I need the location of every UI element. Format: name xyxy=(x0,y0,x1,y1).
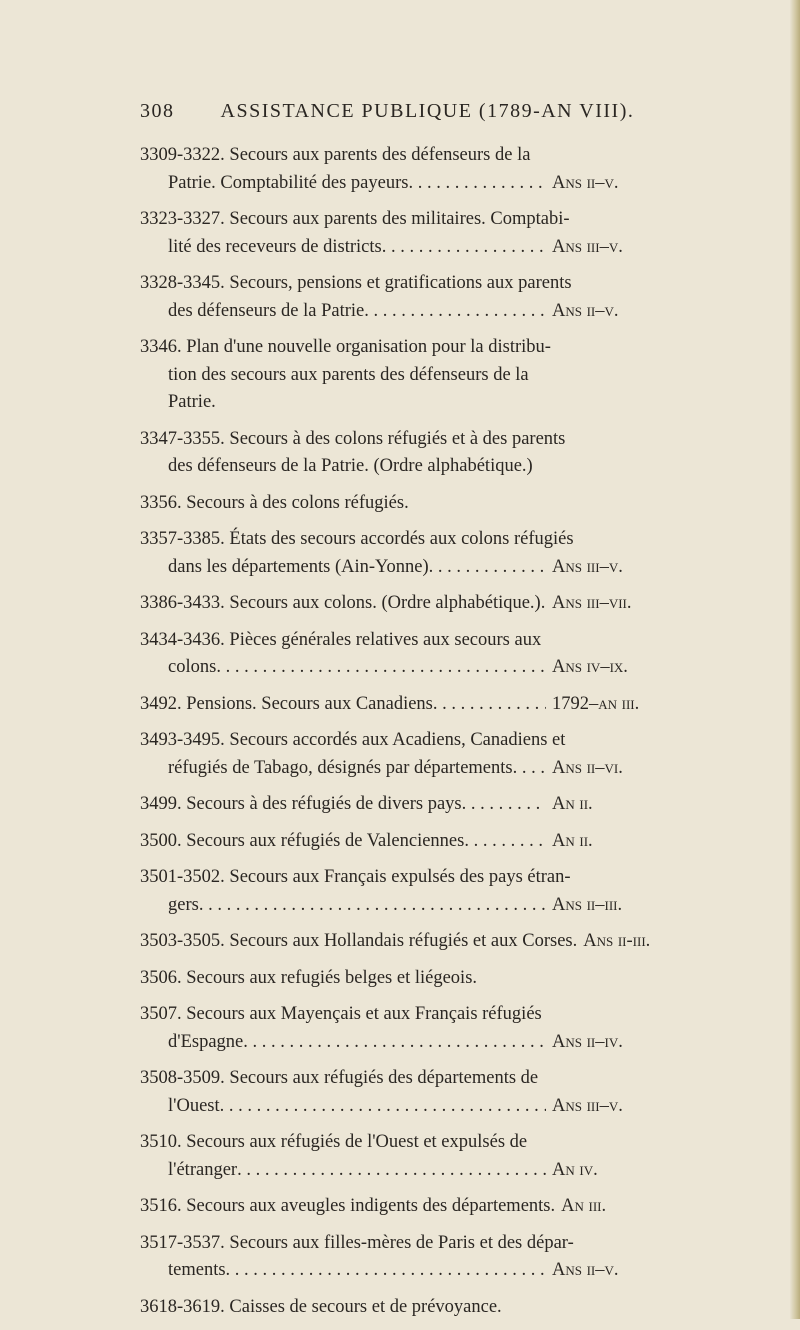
entry-date: 1792–an iii. xyxy=(552,693,640,714)
entry-line xyxy=(140,1065,670,1093)
entry-item xyxy=(140,627,670,682)
entry-text: 3517-3537. Secours aux filles-mères de Paris et des dépar- xyxy=(140,1232,574,1253)
entry-text: colons xyxy=(168,657,217,677)
leader-dots xyxy=(408,170,546,198)
entry-line xyxy=(140,864,670,892)
entry-text: 3357-3385. États des secours accordés aux colons réfugiés xyxy=(140,529,574,549)
running-title: ASSISTANCE PUBLIQUE (1789-AN VIII). xyxy=(220,100,635,122)
entry-line xyxy=(140,691,670,719)
leader-dots xyxy=(199,892,546,920)
entry-line xyxy=(140,654,670,682)
entry-date: Ans ii–v. xyxy=(552,300,619,321)
entry-date: An ii. xyxy=(552,794,593,814)
entry-item xyxy=(140,691,670,719)
entry-text: Patrie. xyxy=(168,392,216,412)
entry-line xyxy=(140,389,670,417)
leader-dots xyxy=(462,791,546,819)
entry-line xyxy=(140,554,670,582)
entry-date: Ans iv–ix. xyxy=(552,657,628,677)
entry-text: 3346. Plan d'une nouvelle organisation pour la distribu- xyxy=(140,337,551,357)
entry-date: Ans ii–iv. xyxy=(552,1031,623,1052)
entry-item xyxy=(140,1193,670,1221)
entry-item xyxy=(140,727,670,782)
entry-list xyxy=(140,142,670,1330)
leader-dots xyxy=(226,1257,546,1285)
entry-item xyxy=(140,142,670,197)
page-number: 308 xyxy=(140,100,175,122)
entry-line xyxy=(140,1001,670,1029)
leader-dots xyxy=(429,554,546,582)
leader-dots xyxy=(364,298,546,326)
entry-text: tements xyxy=(168,1260,226,1280)
entry-text: 3434-3436. Pièces générales relatives aux secours aux xyxy=(140,629,542,650)
entry-line xyxy=(140,426,670,454)
entry-text: 3386-3433. Secours aux colons. (Ordre alphabétique.) xyxy=(140,593,541,613)
entry-line xyxy=(140,1257,670,1285)
entry-line xyxy=(140,892,670,920)
entry-item xyxy=(140,1065,670,1120)
entry-item xyxy=(140,828,670,856)
entry-text: 3503-3505. Secours aux Hollandais réfugiés et aux Corses. xyxy=(140,931,578,951)
entry-line xyxy=(140,627,670,655)
entry-text: des défenseurs de la Patrie xyxy=(168,300,365,321)
entry-date: Ans ii–vi. xyxy=(552,757,623,778)
entry-text: 3347-3355. Secours à des colons réfugiés et à des parents xyxy=(140,428,566,449)
entry-line xyxy=(140,590,670,618)
leader-dots xyxy=(237,1157,546,1185)
entry-text: 3508-3509. Secours aux réfugiés des départements de xyxy=(140,1068,539,1088)
entry-line xyxy=(140,928,670,956)
entry-line xyxy=(140,791,670,819)
entry-line xyxy=(140,490,670,518)
entry-item xyxy=(140,270,670,325)
entry-date: Ans iii–v. xyxy=(552,1095,623,1116)
entry-date: Ans ii–v. xyxy=(552,1260,619,1280)
leader-dots xyxy=(243,1029,546,1057)
entry-date: Ans ii–v. xyxy=(552,172,619,193)
entry-text: 3499. Secours à des réfugiés de divers pays xyxy=(140,794,462,814)
entry-line xyxy=(140,755,670,783)
leader-dots xyxy=(513,755,546,783)
entry-line xyxy=(140,965,670,993)
entry-item xyxy=(140,1129,670,1184)
entry-text: 3618-3619. Caisses de secours et de prévoyance. xyxy=(140,1296,502,1317)
entry-item xyxy=(140,206,670,261)
entry-item xyxy=(140,1294,670,1322)
entry-line xyxy=(140,334,670,362)
entry-date: Ans iii–vii. xyxy=(552,593,632,613)
leader-dots xyxy=(382,234,546,262)
entry-line xyxy=(140,1029,670,1057)
entry-date: An iii. xyxy=(561,1196,607,1216)
entry-line xyxy=(140,234,670,262)
entry-item xyxy=(140,791,670,819)
entry-text: d'Espagne xyxy=(168,1031,244,1052)
entry-text: l'Ouest xyxy=(168,1095,220,1116)
entry-line xyxy=(140,206,670,234)
entry-text: 3309-3322. Secours aux parents des défenseurs de la xyxy=(140,145,531,165)
entry-item xyxy=(140,526,670,581)
entry-item xyxy=(140,864,670,919)
entry-item xyxy=(140,1230,670,1285)
entry-text: 3516. Secours aux aveugles indigents des départements. xyxy=(140,1196,556,1216)
entry-line xyxy=(140,1230,670,1258)
entry-text: 3328-3345. Secours, pensions et gratifications aux parents xyxy=(140,273,572,293)
entry-item xyxy=(140,490,670,518)
entry-line xyxy=(140,1129,670,1157)
entry-text: 3500. Secours aux réfugiés de Valenciennes xyxy=(140,830,465,851)
entry-text: gers xyxy=(168,894,199,915)
entry-text: 3506. Secours aux refugiés belges et liégeois. xyxy=(140,967,478,988)
entry-line xyxy=(140,727,670,755)
entry-item xyxy=(140,928,670,956)
entry-date: Ans ii-iii. xyxy=(583,931,651,951)
entry-text: 3492. Pensions. Secours aux Canadiens xyxy=(140,693,433,714)
entry-text: 3507. Secours aux Mayençais et aux Français réfugiés xyxy=(140,1004,542,1024)
entry-text: 3356. Secours à des colons réfugiés. xyxy=(140,492,409,513)
entry-item xyxy=(140,334,670,417)
entry-text: tion des secours aux parents des défenseurs de la xyxy=(168,364,529,385)
leader-dots xyxy=(216,654,546,682)
entry-date: An iv. xyxy=(552,1159,598,1180)
entry-item xyxy=(140,426,670,481)
entry-text: 3501-3502. Secours aux Français expulsés des pays étran- xyxy=(140,867,571,887)
entry-date: Ans iii–v. xyxy=(552,556,623,577)
entry-text: 3493-3495. Secours accordés aux Acadiens, Canadiens et xyxy=(140,730,566,750)
entry-line xyxy=(140,1093,670,1121)
leader-dots xyxy=(464,828,546,856)
entry-line xyxy=(140,453,670,481)
leader-dots xyxy=(220,1093,546,1121)
entry-text: 3323-3327. Secours aux parents des militaires. Comptabi- xyxy=(140,209,570,229)
entry-text: des défenseurs de la Patrie. (Ordre alphabétique.) xyxy=(168,456,533,476)
entry-text: 3510. Secours aux réfugiés de l'Ouest et expulsés de xyxy=(140,1132,528,1152)
entry-date: Ans iii–v. xyxy=(552,236,623,257)
entry-item xyxy=(140,1001,670,1056)
entry-line xyxy=(140,362,670,390)
entry-line xyxy=(140,142,670,170)
entry-line xyxy=(140,1193,670,1221)
entry-text: Patrie. Comptabilité des payeurs xyxy=(168,172,409,193)
entry-date: An ii. xyxy=(552,830,593,851)
entry-line xyxy=(140,170,670,198)
entry-line xyxy=(140,1157,670,1185)
page-edge xyxy=(790,0,800,1319)
entry-line xyxy=(140,298,670,326)
entry-text: lité des receveurs de districts xyxy=(168,236,382,257)
entry-text: l'étranger xyxy=(168,1159,238,1180)
entry-text: dans les départements (Ain-Yonne) xyxy=(168,556,429,577)
entry-line xyxy=(140,270,670,298)
entry-item xyxy=(140,590,670,618)
entry-line xyxy=(140,526,670,554)
entry-date: Ans ii–iii. xyxy=(552,894,623,915)
entry-line xyxy=(140,828,670,856)
running-header xyxy=(140,100,670,123)
leader-dots xyxy=(433,691,546,719)
entry-text: réfugiés de Tabago, désignés par départements xyxy=(168,757,513,778)
entry-item xyxy=(140,965,670,993)
entry-line xyxy=(140,1294,670,1322)
